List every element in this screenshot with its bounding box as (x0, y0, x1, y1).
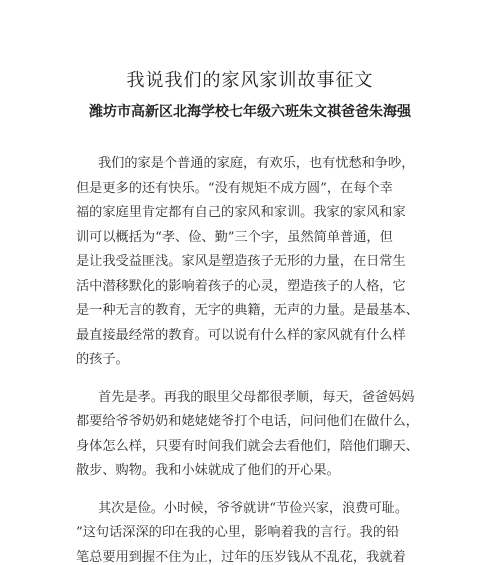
text-line: 身体怎么样，只要有时间我们就会去看他们，陪他们聊天、 (76, 438, 419, 454)
text-line: ”这句话深深的印在我的心里，影响着我的言行。我的铅 (76, 525, 400, 540)
essay-body (76, 152, 426, 565)
text-line: 都要给爷爷奶奶和姥姥姥爷打个电话，问问他们在做什么， (76, 414, 419, 429)
text-line: 其次是俭。小时候，爷爷就讲“节俭兴家，浪费可耻。 (98, 500, 409, 516)
text-line: 但是更多的还有快乐。“没有规矩不成方圆”，在每个幸 (76, 180, 393, 196)
document-title: 我说我们的家风家训故事征文 (126, 70, 374, 91)
paragraph-filial-piety (76, 386, 426, 484)
text-line: 最直接最经常的教育。可以说有什么样的家风就有什么样 (76, 327, 406, 343)
paragraph-family-rules (76, 152, 426, 373)
paragraph-thrift (76, 497, 426, 565)
text-line: 是一种无言的教育，无字的典籍，无声的力量。是最基本、 (76, 303, 419, 318)
text-line: 散步、购物。我和小妹就成了他们的开心果。 (76, 463, 340, 478)
text-line: 训可以概括为“孝、俭、勤”三个字，虽然简单普通，但 (76, 229, 393, 245)
text-line: 是让我受益匪浅。家风是塑造孩子无形的力量，在日常生 (76, 254, 406, 269)
text-line: 福的家庭里肯定都有自己的家风和家训。我家的家风和家 (76, 205, 406, 220)
text-line: 我们的家是个普通的家庭，有欢乐，也有忧愁和争吵， (98, 156, 415, 171)
text-line: 活中潜移默化的影响着孩子的心灵，塑造孩子的人格，它 (76, 278, 406, 294)
text-line: 首先是孝。再我的眼里父母都很孝顺，每天，爸爸妈妈 (98, 389, 415, 405)
author-line: 潍坊市高新区北海学校七年级六班朱文祺爸爸朱海强 (89, 104, 411, 120)
text-line: 笔总要用到握不住为止，过年的压岁钱从不乱花，我就着 (76, 549, 406, 565)
text-line: 的孩子。 (76, 352, 129, 367)
